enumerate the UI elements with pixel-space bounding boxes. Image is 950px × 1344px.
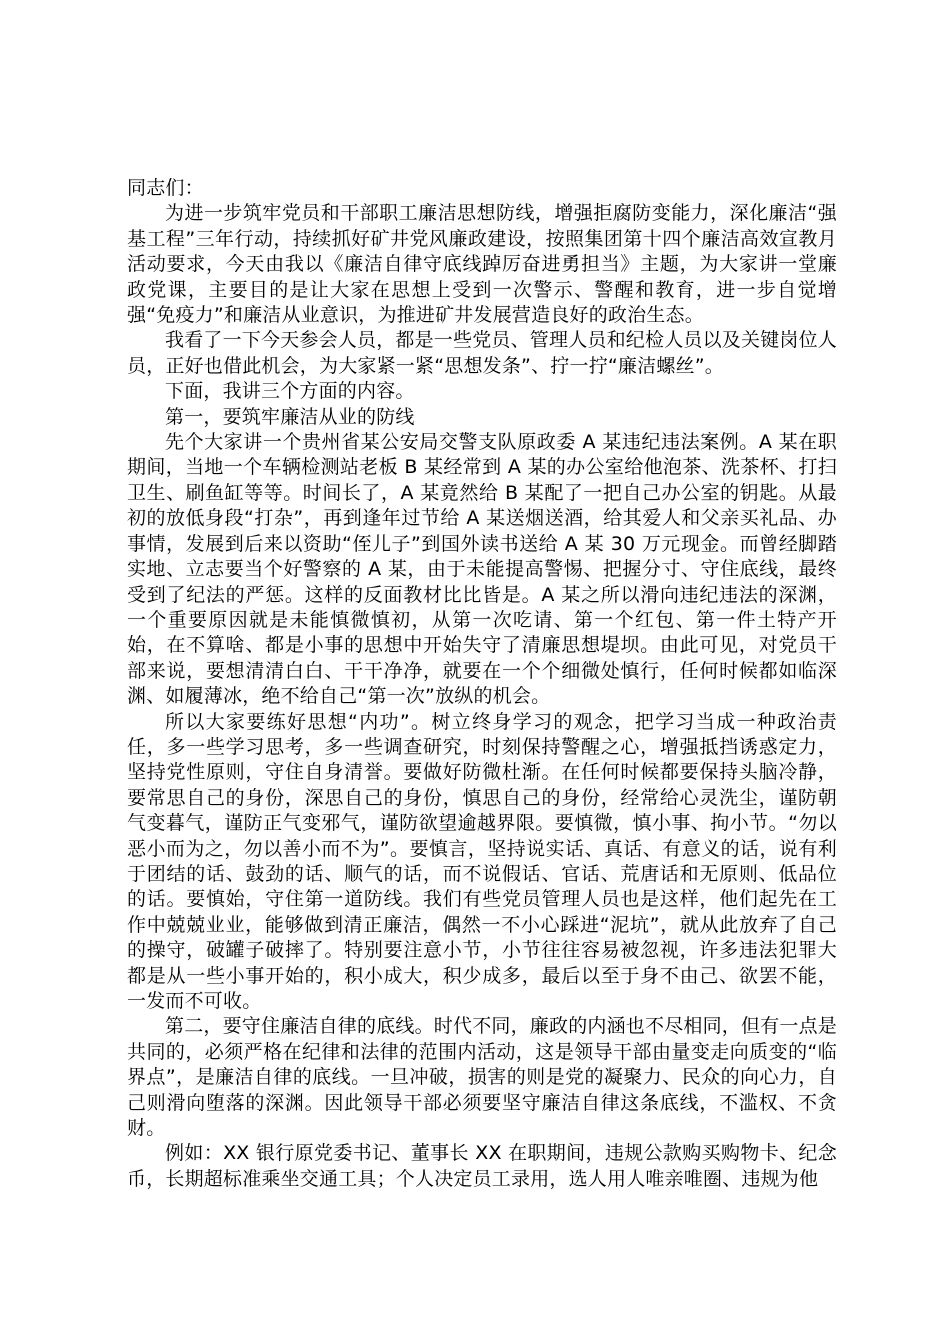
- document-body: [127, 176, 837, 1192]
- salutation: 同志们：: [127, 177, 204, 199]
- paragraph-intro: 为进一步筑牢党员和干部职工廉洁思想防线，增强拒腐防变能力，深化廉洁“强基工程”三年行动，持续抓好矿井党风廉政建设，按照集团第十四个廉洁高效宣教月活动要求，今天由我以《廉洁自律守底线踔厉奋进勇担当》主题，为大家讲一堂廉政党课，主要目的是让大家在思想上受到一次警示、警醒和教育，进一步自觉增强“免疫力”和廉洁从业意识，为推进矿井发展营造良好的政治生态。: [127, 202, 837, 327]
- section-heading-2-paragraph: 第二，要守住廉洁自律的底线。时代不同，廉政的内涵也不尽相同，但有一点是共同的，必须严格在纪律和法律的范围内活动，这是领导干部由量变走向质变的“临界点”，是廉洁自律的底线。一旦冲破，损害的则是党的凝聚力、民众的向心力，自己则滑向堕落的深渊。因此领导干部必须要坚守廉洁自律这条底线，不滥权、不贪财。: [127, 1015, 838, 1140]
- paragraph-example-bank: 例如：XX 银行原党委书记、董事长 XX 在职期间，违规公款购买购物卡、纪念币，长期超标准乘坐交通工具；个人决定员工录用，选人用人唯亲唯圈、违规为他: [127, 1142, 837, 1190]
- paragraph-case-a: 先个大家讲一个贵州省某公安局交警支队原政委 A 某违纪违法案例。A 某在职期间，当地一个车辆检测站老板 B 某经常到 A 某的办公室给他泡茶、洗茶杯、打扫卫生、刷鱼缸等等。时间长了，A 某竟然给 B 某配了一把自己办公室的钥匙。从最初的放低身段“打杂”，再到逢年过节给 A 某送烟送酒，给其爱人和父亲买礼品、办事情，发展到后来以资助“侄儿子”到国外读书送给 A 某 30 万元现金。而曾经脚踏实地、立志要当个好警察的 A 某，由于未能提高警惕、把握分寸、守住底线，最终受到了纪法的严惩。这样的反面教材比比皆是。A 某之所以滑向违纪违法的深渊，一个重要原因就是未能慎微慎初，从第一次吃请、第一个红包、第一件土特产开始，在不算啥、都是小事的思想中开始失守了清廉思想堤坝。由此可见，对党员干部来说，要想清清白白、干干净净，就要在一个个细微处慎行，任何时候都如临深渊、如履薄冰，绝不给自己“第一次”放纵的机会。: [127, 431, 837, 708]
- paragraph-attendees: 我看了一下今天参会人员，都是一些党员、管理人员和纪检人员以及关键岗位人员，正好也借此机会，为大家紧一紧“思想发条”、拧一拧“廉洁螺丝”。: [127, 329, 838, 377]
- paragraph-inner-skill: 所以大家要练好思想“内功”。树立终身学习的观念，把学习当成一种政治责任，多一些学习思考，多一些调查研究，时刻保持警醒之心，增强抵挡诱惑定力，坚持党性原则，守住自身清誉。要做好防微杜渐。在任何时候都要保持头脑冷静，要常思自己的身份，深思自己的身份，慎思自己的身份，经常给心灵洗尘，谨防朝气变暮气，谨防正气变邪气，谨防欲望逾越界限。要慎微，慎小事、拘小节。“勿以恶小而为之，勿以善小而不为”。要慎言，坚持说实话、真话、有意义的话，说有利于团结的话、鼓劲的话、顺气的话，而不说假话、官话、荒唐话和无原则、低品位的话。要慎始，守住第一道防线。我们有些党员管理人员也是这样，他们起先在工作中兢兢业业，能够做到清正廉洁，偶然一不小心踩进“泥坑”，就从此放弃了自己的操守，破罐子破摔了。特别要注意小节，小节往往容易被忽视，许多违法犯罪大都是从一些小事开始的，积小成大，积少成多，最后以至于身不由己、欲罢不能，一发而不可收。: [127, 710, 837, 1012]
- section-heading-1: 第一，要筑牢廉洁从业的防线: [165, 405, 415, 428]
- paragraph-outline: 下面，我讲三个方面的内容。: [165, 380, 415, 403]
